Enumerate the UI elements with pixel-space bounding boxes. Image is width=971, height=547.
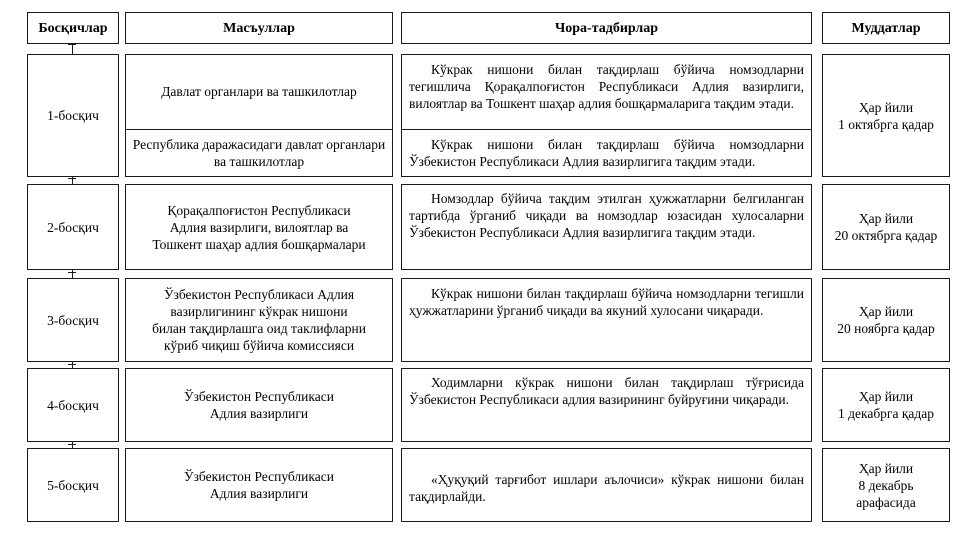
deadline-1-line1: Ҳар йили	[858, 99, 914, 115]
header-stages: Босқичлар	[27, 12, 119, 44]
connector-tick	[68, 178, 76, 179]
deadline-2	[822, 184, 950, 270]
deadline-1	[822, 54, 950, 177]
measure-1b: Кўкрак нишони билан тақдирлаш бўйича номзодларни Ўзбекистон Республикаси Адлия вазирлигига тақдим этади.	[409, 137, 804, 169]
deadline-1-line2: 1 октябрга қадар	[838, 116, 934, 132]
deadline-5-line1: Ҳар йили	[858, 460, 914, 476]
row1-measure-divider	[401, 129, 812, 130]
deadline-3-line1: Ҳар йили	[858, 304, 914, 319]
deadline-4	[822, 368, 950, 442]
deadline-5	[822, 448, 950, 522]
responsible-3: Ўзбекистон Республикаси Адлия вазирлигининг кўкрак нишони билан тақдирлашга оид таклифларни кўриб чиқиш бўйича комиссияси	[125, 278, 393, 362]
deadline-2-line2: 20 октябрга қадар	[834, 228, 938, 243]
stage-3: 3-босқич	[27, 278, 119, 362]
header-responsible: Масъуллар	[125, 12, 393, 44]
deadline-3-line2: 20 ноябрга қадар	[837, 321, 935, 336]
deadline-5-line3: арафасида	[856, 494, 916, 510]
responsible-1b: Республика даражасидаги давлат органлари ва ташкилотлар	[132, 137, 386, 169]
responsible-5: Ўзбекистон Республикаси Адлия вазирлиги	[125, 448, 393, 522]
measure-5-text: «Ҳуқуқий тарғибот ишлари аълочиси» кўкрак нишони билан тақдирлайди.	[409, 472, 804, 504]
responsible-1a: Давлат органлари ва ташкилотлар	[161, 84, 357, 99]
measure-3-text: Кўкрак нишони билан тақдирлаш бўйича номзодларни тегишли ҳужжатларини ўрганиб чиқади ва якуний хулосани чиқаради.	[409, 286, 804, 318]
responsible-2: Қорақалпоғистон Республикаси Адлия вазирлиги, вилоятлар ва Тошкент шаҳар адлия бошқармалари	[125, 184, 393, 270]
header-measures: Чора-тадбирлар	[401, 12, 812, 44]
stage-2: 2-босқич	[27, 184, 119, 270]
connector-tick	[68, 272, 76, 273]
stage-5: 5-босқич	[27, 448, 119, 522]
deadline-5-line2: 8 декабрь	[858, 477, 914, 493]
responsible-4: Ўзбекистон Республикаси Адлия вазирлиги	[125, 368, 393, 442]
measure-1a: Кўкрак нишони билан тақдирлаш бўйича номзодларни тегишлича Қорақалпоғистон Республикаси Адлия вазирлиги, вилоятлар ва Тошкент шаҳар адлия бошқармаларига тақдим этади.	[409, 62, 804, 111]
deadline-4-line2: 1 декабрга қадар	[837, 406, 935, 421]
stage-1: 1-босқич	[27, 54, 119, 177]
deadline-3	[822, 278, 950, 362]
connector-tick	[68, 44, 76, 45]
deadline-4-line1: Ҳар йили	[858, 389, 914, 404]
connector-tick	[68, 364, 76, 365]
stage-4: 4-босқич	[27, 368, 119, 442]
measure-4-text: Ходимларни кўкрак нишони билан тақдирлаш тўғрисида Ўзбекистон Республикаси адлия вазирининг буйруғини чиқаради.	[409, 375, 804, 407]
header-deadlines: Муддатлар	[822, 12, 950, 44]
measure-2-text: Номзодлар бўйича тақдим этилган ҳужжатларни белгиланган тартибда ўрганиб чиқади ва номзодлар юзасидан хулосаларни Ўзбекистон Республикаси Адлия вазирлигига тақдим этади.	[409, 191, 804, 240]
connector-tick	[68, 444, 76, 445]
deadline-2-line1: Ҳар йили	[858, 211, 914, 226]
